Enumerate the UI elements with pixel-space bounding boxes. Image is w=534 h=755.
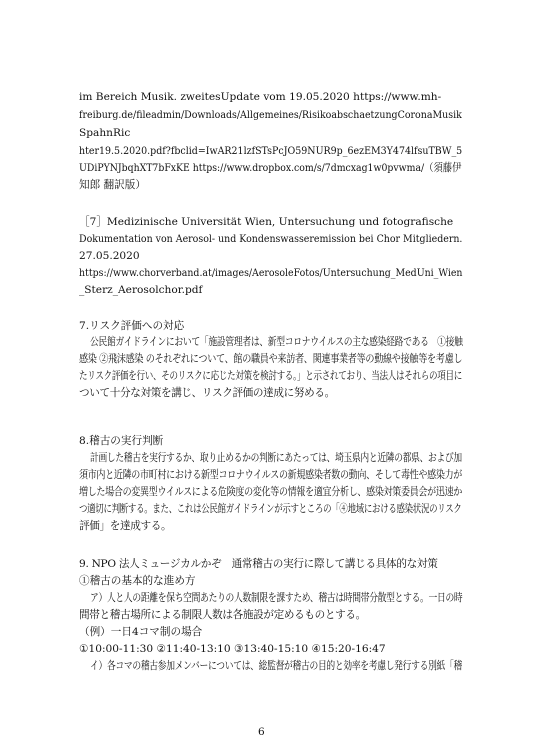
reference-6-line: 知郎 翻訳版）: [79, 179, 146, 191]
section-8-line: 計画した稽古を実行するか、取り止めるかの判断にあたっては、埼玉県内と近隣の都県、および加: [90, 452, 462, 464]
section-9-line: （例）一日4コマ制の場合: [79, 626, 203, 638]
section-7-line: たリスク評価を行い、そのリスクに応じた対策を検討する。」と示されており、当法人はそれらの項目に: [79, 370, 462, 382]
section-9-heading: 9. NPO 法人ミュージカルかぞ 通常稽古の実行に際して講じる具体的な対策: [79, 558, 438, 570]
reference-7-line: ［7］Medizinische Universität Wien, Untersuchung und fotografische: [79, 216, 454, 228]
section-7-line: ついて十分な対策を講じ、リスク評価の達成に努める。: [79, 387, 335, 399]
section-8-line: つ適切に判断する。また、これは公民館ガイドラインが示すところの「④地域における感染状況のリスク: [79, 503, 462, 515]
reference-6-line: SpahnRic: [79, 127, 131, 139]
section-7-line: 感染 ②飛沫感染 のそれぞれについて、館の職員や来訪者、関連事業者等の動線や接触等を考慮し: [79, 353, 463, 365]
section-9-line: ア）人と人の距離を保ち空間あたりの人数制限を課すため、稽古は時間帯分散型とする。一日の時: [90, 592, 463, 604]
page-number: 6: [258, 726, 265, 738]
section-8-line: 須市内と近隣の市町村における新型コロナウイルスの新規感染者数の動向、そして毒性や感染力が: [79, 469, 463, 481]
section-7-line: 公民館ガイドラインにおいて「施設管理者は、新型コロナウイルスの主な感染経路である ①接触: [90, 336, 463, 348]
reference-7-line: Dokumentation von Aerosol- und Kondenswasseremission bei Chor Mitgliedern.: [79, 233, 463, 245]
section-9-line: 間帯と稽古場所による制限人数は各施設が定めるものとする。: [79, 609, 366, 621]
section-7-heading: 7.リスク評価への対応: [79, 320, 185, 332]
reference-6-line: UDiPYNJbqhXT7bFxKE https://www.dropbox.com/s/7dmcxag1w0pvwma/（須藤伊: [79, 162, 462, 174]
reference-7-line: https://www.chorverband.at/images/AerosoleFotos/Untersuchung_MedUni_Wien: [79, 267, 463, 279]
section-9-line: ①10:00-11:30 ②11:40-13:10 ③13:40-15:10 ④15:20-16:47: [79, 643, 386, 655]
reference-6-line: im Bereich Musik. zweitesUpdate vom 19.05.2020 https://www.mh-: [79, 91, 442, 103]
section-9-subheading: ①稽古の基本的な進め方: [79, 575, 196, 587]
reference-7-line: _Sterz_Aerosolchor.pdf: [79, 284, 203, 296]
section-8-heading: 8.稽古の実行判断: [79, 435, 164, 447]
section-8-line: 増した場合の変異型ウイルスによる危険度の変化等の情報を適宜分析し、感染対策委員会が迅速か: [79, 486, 463, 498]
reference-6-line: freiburg.de/fileadmin/Downloads/Allgemeines/RisikoabschaetzungCoronaMusik: [79, 109, 462, 121]
reference-6-line: hter19.5.2020.pdf?fbclid=IwAR21lzfSTsPcJO59NUR9p_6ezEM3Y474lfsuTBW_5: [79, 145, 463, 157]
section-8-line: 評価」を達成する。: [79, 520, 172, 532]
reference-7-line: 27.05.2020: [79, 250, 140, 262]
section-9-line: イ）各コマの稽古参加メンバーについては、総監督が稽古の目的と効率を考慮し発行する別紙「稽: [90, 660, 462, 672]
